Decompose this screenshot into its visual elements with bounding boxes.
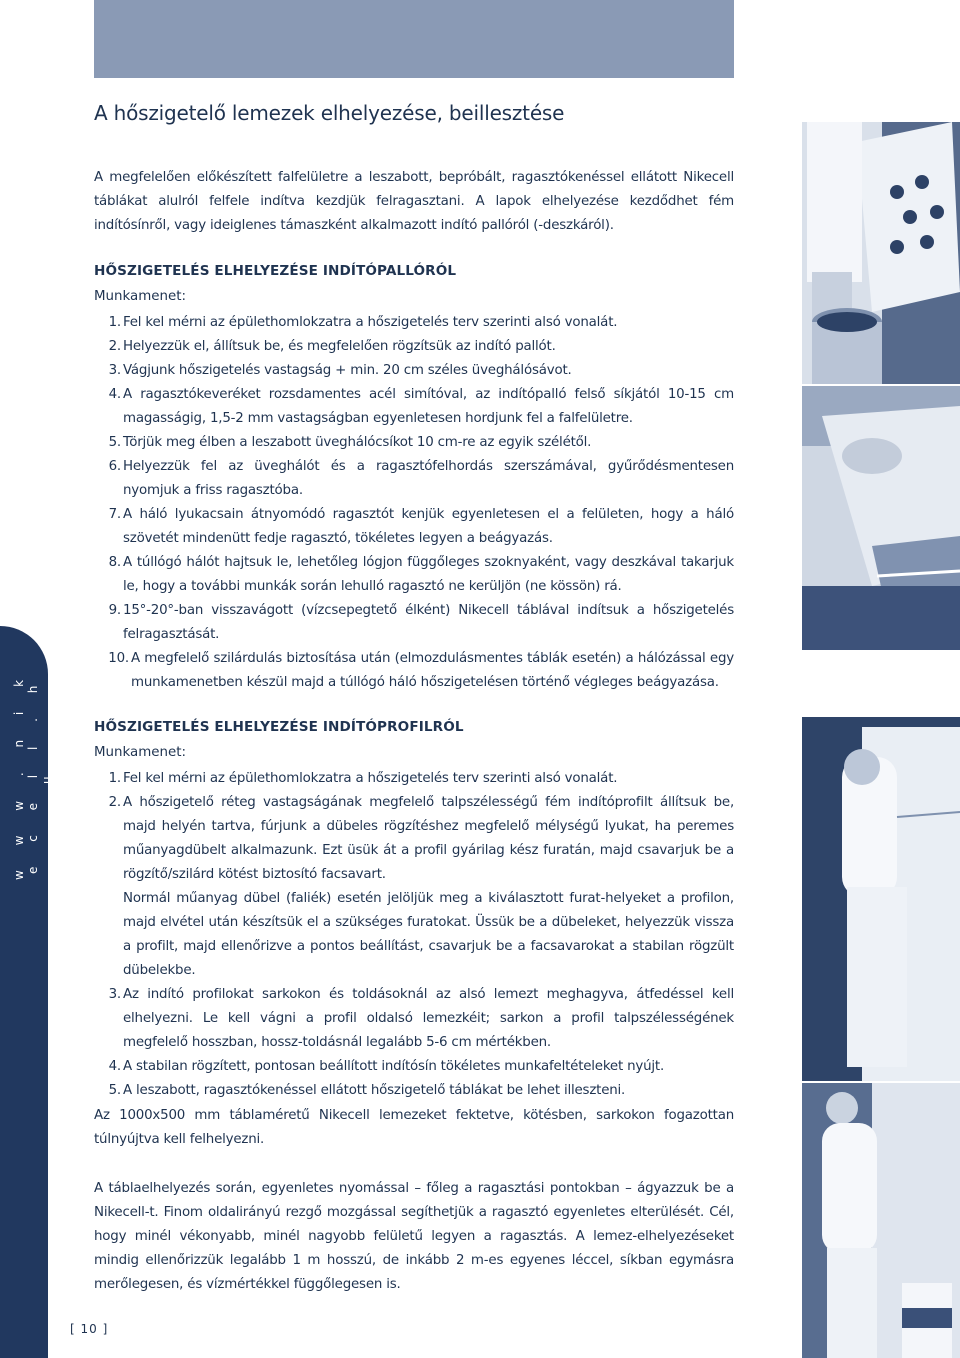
intro-paragraph: A megfelelően előkészített falfelületre a leszabott, bepróbált, ragasztókenéssel ellátott Nikecell táblákat alulról felfele indítva kezdjük felragasztani. A lapok elhelyezése kezdődhet fém indítósínről, vagy ideiglenes támaszként alkalmazott indító pallóról (-deszkáról). [94, 170, 734, 233]
photo-panel-placement [802, 1083, 960, 1358]
list-item: 4. A ragasztókeveréket rozsdamentes acél simítóval, az indítópalló felső síkjától 10-15 cm magasságig, 1,5-2 mm vastagságban egyenletesen hordjunk fel a falfelületre. [108, 387, 734, 426]
list-item: 8. A túllógó hálót hajtsuk le, lehetőleg lógjon függőleges szoknyaként, vagy deszkával takarjuk le, hogy a további munkák során lehulló ragasztó ne kerüljön (ne kössön) rá. [108, 555, 734, 594]
section2-heading: HŐSZIGETELÉS ELHELYEZÉSE INDÍTÓPROFILRÓL [94, 719, 464, 735]
list-item: 1. Fel kel mérni az épülethomlokzatra a hőszigetelés terv szerinti alsó vonalát. [108, 771, 618, 786]
list-item: 4. A stabilan rögzített, pontosan beállított indítósín tökéletes munkafeltételeket nyújt. [108, 1059, 664, 1074]
list-item: 3. Az indító profilokat sarkokon és toldásoknál az alsó lemezt meghagyva, átfedéssel kell elhelyezni. Le kell vágni a profil oldalsó lemezkéit; sarkon a profil talpszélességének megfelelő hosszban, hossz-toldásnál legalább 5-6 cm mértékben. [108, 987, 734, 1050]
photo-mesh-embedding [802, 386, 960, 650]
section2-steps [94, 767, 734, 1103]
section1-steps [94, 311, 734, 695]
list-item: 2. Helyezzük el, állítsuk be, és megfelelően rögzítsük az indító pallót. [108, 339, 556, 354]
paragraph-table-size: Az 1000x500 mm táblaméretű Nikecell lemezeket fektetve, kötésben, sarkokon fogazottan túlnyújtva kell felhelyezni. [94, 1108, 734, 1147]
section1-subheading: Munkamenet: [94, 289, 187, 304]
list-item: 3. Vágjunk hőszigetelés vastagság + min. 20 cm széles üveghálósávot. [108, 363, 572, 378]
website-url: w w w . n i k e c e l l . h u [12, 669, 54, 881]
list-item: 6. Helyezzük fel az üveghálót és a ragasztófelhordás szerszámával, gyűrődésmentesen nyomjuk a friss ragasztóba. [108, 459, 734, 498]
list-item: 5. A leszabott, ragasztókenéssel ellátott hőszigetelő táblákat be lehet illeszteni. [108, 1083, 626, 1098]
photo-measuring-wall [802, 717, 960, 1081]
list-item: Normál műanyag dübel (faliék) esetén jelöljük meg a kiválasztott furat-helyeket a profilon, majd elvétel után készítsük el a szükséges furatokat. Üssük be a dübeleket, helyezzük vissza a profilt, majd ellenőrizve a pontos beállítást, csavarjuk be a facsavarokat a stabilan rögzült dübelekbe. [123, 891, 734, 978]
photo-adhesive-application [802, 122, 960, 384]
list-item: 9. 15°-20°-ban visszavágott (vízcsepegtető élként) Nikecell táblával indítsuk a hőszigetelés felragasztását. [108, 603, 734, 642]
page-title: A hőszigetelő lemezek elhelyezése, beillesztése [94, 101, 565, 125]
section1-heading: HŐSZIGETELÉS ELHELYEZÉSE INDÍTÓPALLÓRÓL [94, 263, 457, 279]
top-color-band [94, 0, 734, 78]
list-item: 1. Fel kel mérni az épülethomlokzatra a hőszigetelés terv szerinti alsó vonalát. [108, 315, 618, 330]
section2-subheading: Munkamenet: [94, 745, 187, 760]
list-item: 10. A megfelelő szilárdulás biztosítása után (elmozdulásmentes táblák esetén) a hálózással egy munkamenetben készül majd a túllógó háló hőszigetelésen történő végleges beágyazása. [108, 651, 734, 690]
list-item: 5. Törjük meg élben a leszabott üveghálócsíkot 10 cm-re az egyik szélétől. [108, 435, 592, 450]
paragraph-placement: A táblaelhelyezés során, egyenletes nyomással – főleg a ragasztási pontokban – ágyazzuk be a Nikecell-t. Finom oldalirányú rezgő mozgással segíthetjük a ragasztó egyenletes elterülését. Cél, hogy minél vékonyabb, minél nagyobb felületű legyen a ragasztás. A lemez-elhelyezéseket mindig ellenőrizzük legalább 1 m hosszú, de inkább 2 m-es egyenes léccel, síkban egymásra merőlegesen, és vízmértékkel függőlegesen is. [94, 1181, 734, 1292]
list-item: 2. A hőszigetelő réteg vastagságának megfelelő talpszélességű fém indítóprofilt állítsuk be, majd helyén tartva, fúrjunk a dübeles rögzítéshez megfelelő mélységű lyukat, ha peremes műanyagdübelt alkalmazunk. Ezt üsük át a profil gyárilag kész furatán, majd csavarjuk be a rögzítő/szilárd kötést biztosító facsavart. [108, 795, 734, 882]
list-item: 7. A háló lyukacsain átnyomódó ragasztót kenjük egyenletesen el a felületen, hogy a háló szövetét mindenütt fedje ragasztó, tökéletes legyen a beágyazás. [108, 507, 734, 546]
page-number: [ 10 ] [70, 1322, 109, 1336]
